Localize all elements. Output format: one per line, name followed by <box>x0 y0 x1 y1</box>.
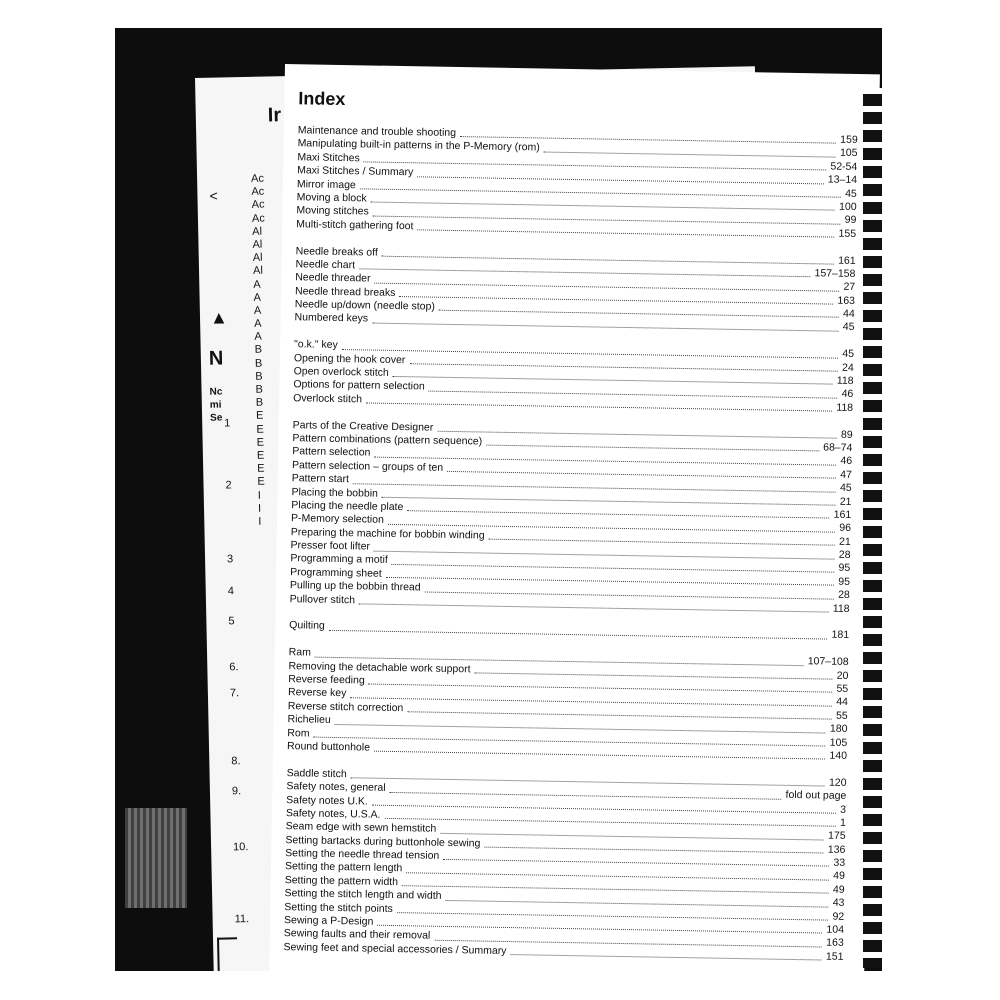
index-entry-page: 155 <box>838 227 857 240</box>
index-entry-page: 46 <box>840 455 853 468</box>
back-entry: A <box>254 330 262 344</box>
step-number: 7. <box>229 687 240 700</box>
index-entry-label: Sewing faults and their removal <box>283 927 431 943</box>
back-entry: Ac <box>251 212 265 225</box>
back-entry: A <box>253 291 262 304</box>
index-entry-page: 161 <box>833 508 852 521</box>
index-entry-page: 44 <box>842 307 855 321</box>
index-entry-label: Saddle stitch <box>286 766 347 780</box>
index-entry-label: Seam edge with sewn hemstitch <box>285 820 437 836</box>
back-entry: A <box>254 317 262 330</box>
index-entry-page: 118 <box>836 401 854 414</box>
index-entry-label: Richelieu <box>287 713 331 727</box>
scan-background <box>115 28 882 971</box>
index-entry-page: 100 <box>838 200 857 213</box>
index-entry-label: Needle chart <box>295 258 356 272</box>
index-entry-label: Safety notes, U.S.A. <box>285 807 381 821</box>
index-entry-page: 159 <box>840 133 858 146</box>
back-entry: I <box>258 515 262 528</box>
back-entry: Ac <box>251 185 265 199</box>
back-entry: E <box>256 436 265 449</box>
index-entry-page: 104 <box>826 923 845 936</box>
index-entry-label: Pattern combinations (pattern sequence) <box>292 432 483 448</box>
index-entry-page: 27 <box>843 281 856 294</box>
back-entry: B <box>255 396 264 409</box>
index-entry-label: Reverse key <box>287 686 347 700</box>
index-entry-page: 20 <box>836 669 849 682</box>
index-entry-page: 3 <box>840 803 847 816</box>
index-list <box>283 124 857 964</box>
index-entry-page: 46 <box>841 388 854 401</box>
back-entry: I <box>257 489 261 502</box>
index-entry-page: 24 <box>841 361 854 374</box>
index-entry-page: 45 <box>842 321 855 334</box>
index-entry-label: Setting the pattern length <box>284 860 403 875</box>
scan-edge-noise <box>125 808 187 908</box>
index-entry-page: 151 <box>825 950 844 963</box>
index-entry-label: Setting the stitch length and width <box>284 887 442 903</box>
index-entry-page: 28 <box>838 548 851 562</box>
index-entry-page: 105 <box>839 147 858 160</box>
back-entry: Al <box>252 238 263 251</box>
index-entry-label: Setting the stitch points <box>284 900 393 915</box>
index-entry-label: Maintenance and trouble shooting <box>297 124 457 139</box>
index-entry-label: Manipulating built-in patterns in the P-Memory (rom) <box>297 137 540 154</box>
index-entry-label: P-Memory selection <box>290 512 384 527</box>
index-entry-page: 13–14 <box>827 173 858 187</box>
index-entry-page: 118 <box>832 602 850 615</box>
back-entry: E <box>257 475 265 489</box>
index-entry-page: 161 <box>838 254 856 267</box>
index-entry-label: Placing the bobbin <box>291 485 379 500</box>
index-entry-label: Needle up/down (needle stop) <box>294 298 436 313</box>
index-entry-page: 120 <box>828 776 847 789</box>
index-entry-page: 21 <box>838 535 851 548</box>
index-entry-page: 49 <box>832 883 845 896</box>
index-entry-label: Setting bartacks during buttonhole sewing <box>285 833 481 850</box>
index-entry-label: Multi-stitch gathering foot <box>296 217 414 232</box>
step-number: 5 <box>228 615 235 628</box>
index-entry-label: Opening the hook cover <box>293 351 406 366</box>
index-entry-label: Options for pattern selection <box>293 378 425 393</box>
index-entry-page: 89 <box>840 428 853 441</box>
index-entry-page: 140 <box>829 749 848 762</box>
back-entry: B <box>255 383 264 396</box>
index-entry-label: Sewing a P-Design <box>283 914 374 928</box>
index-entry-page: 45 <box>839 481 852 495</box>
spiral-binding <box>863 88 882 968</box>
index-entry-label: Pulling up the bobbin thread <box>289 579 421 594</box>
back-entry: A <box>253 278 261 291</box>
index-entry-page: 105 <box>829 736 848 749</box>
index-entry-label: Removing the detachable work support <box>288 659 471 675</box>
index-entry-page: 21 <box>839 495 852 508</box>
index-entry-page: 92 <box>832 910 845 923</box>
index-entry-page: 163 <box>826 937 844 950</box>
index-entry-label: Maxi Stitches / Summary <box>297 164 414 179</box>
index-entry-page: 95 <box>838 562 851 575</box>
index-entry-label: Pattern start <box>291 472 350 486</box>
index-entry-page: 136 <box>827 843 846 856</box>
index-entry-label: Preparing the machine for bobbin winding <box>290 525 485 542</box>
index-entry-label: Safety notes, general <box>286 780 386 794</box>
index-entry-page: fold out page <box>785 788 847 803</box>
index-entry-page: 180 <box>829 722 848 736</box>
index-entry-label: Needle breaks off <box>295 244 378 259</box>
note-line-2: mi <box>209 399 222 411</box>
back-entry: Ac <box>251 198 265 212</box>
index-entry-page: 45 <box>842 348 855 361</box>
back-page-left-margin <box>204 147 244 424</box>
back-entry: A <box>253 304 262 317</box>
index-entry-label: Presser foot lifter <box>290 539 371 553</box>
index-entry-page: 95 <box>838 575 851 588</box>
index-entry-label: Parts of the Creative Designer <box>292 418 434 434</box>
back-page-title: Ir <box>267 104 282 127</box>
step-number: 9. <box>231 785 242 798</box>
step-number: 11. <box>234 913 250 926</box>
back-entry: E <box>257 462 265 475</box>
back-entry: Al <box>252 264 263 278</box>
step-number: 6. <box>229 661 239 674</box>
back-section-letter: N <box>208 347 224 370</box>
back-entry: B <box>254 357 263 370</box>
index-entry-page: 47 <box>840 468 853 481</box>
index-entry-page: 28 <box>838 589 850 602</box>
back-entry: Ac <box>250 172 265 185</box>
back-entry: B <box>255 370 263 383</box>
index-entry-label: Maxi Stitches <box>297 150 360 165</box>
index-entry-label: Ram <box>288 646 312 659</box>
index-entry-label: Needle thread breaks <box>294 284 396 299</box>
index-entry-page: 107–108 <box>807 655 849 669</box>
back-entry: E <box>255 410 264 423</box>
index-entry-label: Moving a block <box>296 191 367 205</box>
index-entry-page: 163 <box>837 294 856 307</box>
back-entry: B <box>254 344 263 357</box>
step-number: 4 <box>227 585 235 598</box>
step-number: 2 <box>225 479 232 492</box>
index-entry-page: 33 <box>833 856 846 869</box>
index-entry-label: "o.k." key <box>294 338 338 352</box>
dot-leader <box>510 954 822 960</box>
index-entry-label: Open overlock stitch <box>293 365 389 379</box>
index-entry-label: Sewing feet and special accessories / Summary <box>283 940 507 957</box>
index-entry-page: 55 <box>836 682 849 695</box>
index-entry-page: 45 <box>845 187 857 200</box>
step-number: 8. <box>231 755 241 768</box>
step-number: 1 <box>224 417 231 430</box>
index-entry-label: Setting the pattern width <box>284 873 399 888</box>
index-entry-label: Reverse feeding <box>288 673 365 687</box>
index-entry-page: 49 <box>833 870 846 883</box>
index-entry-page: 68–74 <box>823 441 853 454</box>
triangle-icon: ▲ <box>209 307 229 328</box>
index-entry-page: 99 <box>844 214 857 227</box>
index-entry-label: Placing the needle plate <box>291 499 404 514</box>
index-entry-page: 43 <box>832 896 845 910</box>
step-number: 10. <box>232 841 249 854</box>
back-entry: E <box>256 449 265 462</box>
step-number: 3 <box>226 553 234 566</box>
index-entry-label: Pattern selection – groups of ten <box>291 458 444 474</box>
page-title: Index <box>298 88 346 110</box>
index-page <box>269 64 880 971</box>
index-entry-label: Quilting <box>289 619 325 633</box>
index-entry-label: Programming a motif <box>290 552 388 567</box>
index-entry-page: 55 <box>835 709 848 722</box>
back-entry: I <box>257 502 262 515</box>
back-entry: Al <box>252 225 263 238</box>
index-entry-label: Moving stitches <box>296 204 369 218</box>
index-entry-page: 44 <box>836 696 849 709</box>
index-entry-page: 175 <box>827 829 846 843</box>
chevron-left-icon: < <box>209 187 218 204</box>
index-entry-label: Numbered keys <box>294 311 369 325</box>
index-entry-label: Needle threader <box>295 271 371 285</box>
index-entry-page: 181 <box>831 629 850 642</box>
index-entry-page: 157–158 <box>814 267 856 280</box>
index-entry-page: 118 <box>836 374 854 387</box>
back-page-entries <box>251 173 271 529</box>
note-line-3: Se <box>210 412 223 424</box>
note-line-1: Nc <box>209 386 223 398</box>
index-entry-label: Pullover stitch <box>289 592 356 606</box>
index-entry-label: Pattern selection <box>292 445 371 459</box>
index-entry-label: Round buttonhole <box>286 740 371 754</box>
index-entry-label: Rom <box>287 726 310 740</box>
index-entry-label: Overlock stitch <box>293 391 363 406</box>
index-entry-label: Programming sheet <box>290 566 382 580</box>
index-entry-label: Setting the needle thread tension <box>285 847 440 862</box>
index-entry-page: 1 <box>839 816 846 829</box>
index-entry-label: Safety notes U.K. <box>286 793 368 808</box>
index-entry-label: Mirror image <box>296 177 356 191</box>
bracket-mark <box>217 937 239 971</box>
back-entry: E <box>256 423 264 436</box>
index-entry-page: 52-54 <box>830 160 858 173</box>
back-entry: Al <box>252 251 263 264</box>
index-entry-label: Reverse stitch correction <box>287 699 404 714</box>
index-entry-page: 96 <box>839 522 852 535</box>
